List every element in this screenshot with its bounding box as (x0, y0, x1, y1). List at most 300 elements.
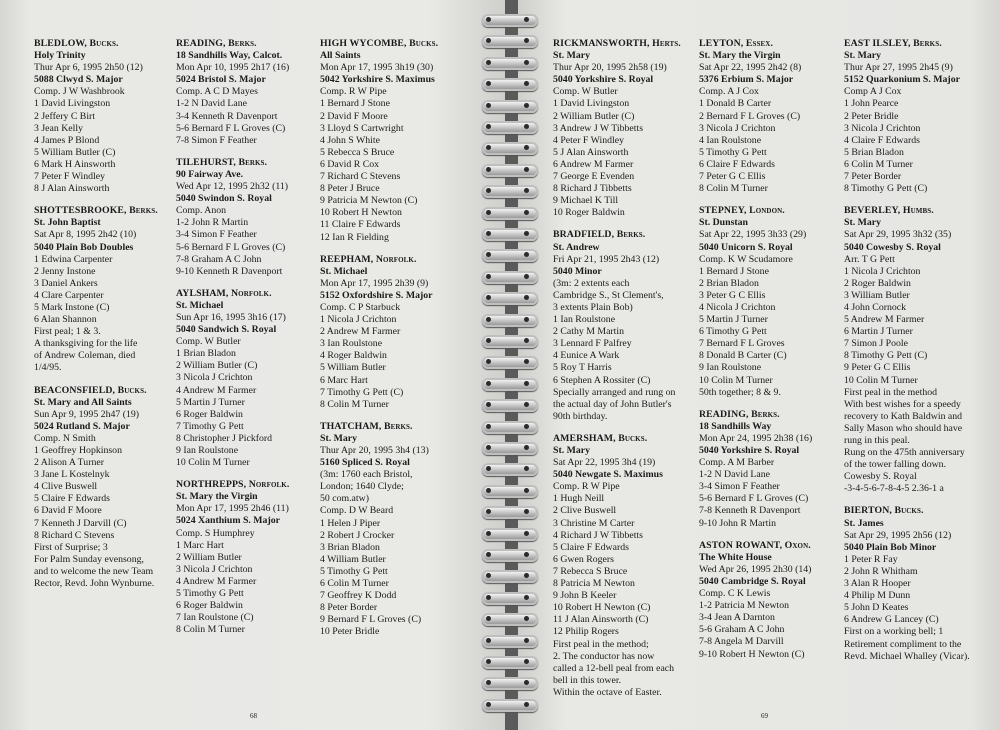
punch-hole (486, 552, 491, 557)
peal-heading: St. Mary (553, 445, 591, 456)
peal-heading: 5040 Plain Bob Minor (844, 541, 937, 553)
peal-heading: 5040 Yorkshire S. Royal (699, 445, 800, 456)
peal-line: 5 John D Keates (844, 602, 909, 614)
peal-line: Comp. K W Scudamore (699, 253, 793, 265)
peal-line: bell in this tower. (553, 674, 622, 686)
peal-heading: 5160 Spliced S. Royal (320, 457, 410, 469)
peal-line: 2 John R Whitham (844, 565, 918, 577)
peal-line: 10 Roger Baldwin (553, 207, 625, 219)
right-column-2 (699, 38, 839, 671)
peal-line: 10 Colin M Turner (844, 374, 918, 386)
peal-line: 7-8 Angela M Darvill (699, 636, 784, 648)
peal-line: 6 Roger Baldwin (176, 408, 243, 420)
peal-line: 5 Martin J Turner (176, 396, 245, 408)
right-column-1 (553, 38, 693, 709)
peal-entry (320, 421, 470, 639)
peal-line: Thur Apr 27, 1995 2h45 (9) (844, 62, 953, 74)
peal-heading: St. Mary (553, 50, 591, 62)
peal-entry (553, 229, 693, 423)
peal-entry (176, 479, 316, 636)
peal-line: Cowesby S. Royal (844, 471, 917, 483)
peal-line: 6 Colin M Turner (320, 578, 389, 590)
punch-hole (524, 231, 529, 236)
punch-hole (486, 103, 491, 108)
peal-heading: 5040 Minor (553, 265, 602, 277)
peal-line: Specially arranged and rung on (553, 386, 676, 398)
peal-line: 1 Brian Bladon (176, 348, 236, 360)
peal-heading: St. Mary (844, 217, 882, 229)
peal-heading: St. Mary (320, 432, 358, 444)
peal-line: 4 John Cornock (844, 301, 907, 313)
punch-hole (486, 317, 491, 322)
peal-line: Retirement compliment to the (844, 638, 962, 650)
peal-line: 3 Nicola J Crichton (844, 122, 921, 134)
peal-line: 6 Martin J Turner (844, 326, 913, 338)
peal-line: 8 Timothy G Pett (C) (844, 183, 928, 195)
peal-heading: 5024 Bristol S. Major (176, 74, 266, 86)
peal-entry (553, 433, 693, 699)
peal-location: TILEHURST, Berks. (176, 156, 268, 168)
peal-heading: 5024 Rutland S. Major (34, 420, 130, 432)
peal-line: Mon Apr 24, 1995 2h38 (16) (699, 432, 813, 444)
peal-line: 8 Timothy G Pett (C) (844, 350, 928, 362)
peal-line: 6 Andrew G Lancey (C) (844, 614, 939, 626)
peal-line: 4 Andrew M Farmer (176, 575, 257, 587)
punch-hole (524, 17, 529, 22)
peal-line: 5 Claire F Edwards (553, 541, 629, 553)
peal-line: 6 Mark H Ainsworth (34, 158, 116, 170)
peal-line: 5 J Alan Ainsworth (553, 146, 629, 158)
peal-line: 7 Peter Border (844, 171, 902, 183)
peal-line: Comp. A C D Mayes (176, 86, 258, 98)
peal-line: 8 Richard J Tibbetts (553, 183, 632, 195)
peal-line: Comp. S Humphrey (176, 527, 255, 539)
peal-entry (34, 38, 174, 195)
punch-hole (486, 531, 491, 536)
peal-entry (176, 288, 316, 469)
peal-location: RICKMANSWORTH, Herts. (553, 38, 681, 49)
peal-line: 4 Eunice A Wark (553, 350, 620, 362)
peal-line: Sun Apr 16, 1995 3h16 (17) (176, 311, 286, 323)
peal-line: 2 Cathy M Martin (553, 326, 625, 338)
peal-line: 7 Peter F Windley (34, 171, 105, 183)
peal-line: 11 Claire F Edwards (320, 219, 401, 231)
peal-line: 8 Colin M Turner (176, 624, 245, 636)
peal-line: Rung on the 475th anniversary (844, 447, 965, 459)
punch-hole (524, 702, 529, 707)
peal-line: 3 Nicola J Crichton (176, 372, 253, 384)
peal-line: 4 Philip M Dunn (844, 590, 911, 602)
peal-line: 5 Brian Bladon (844, 146, 904, 158)
punch-hole (486, 381, 491, 386)
left-column-3 (320, 38, 470, 649)
peal-heading: St. Michael (320, 265, 368, 277)
punch-hole (524, 445, 529, 450)
peal-location: HIGH WYCOMBE, Bucks. (320, 38, 439, 49)
peal-line: 5 Timothy G Pett (320, 565, 388, 577)
peal-line: 10 Peter Bridle (320, 626, 380, 638)
peal-heading: 5040 Sandwich S. Royal (176, 324, 277, 336)
peal-entry (699, 205, 839, 399)
peal-line: Comp. Anon (176, 205, 227, 217)
peal-line: 1 Peter R Fay (844, 553, 898, 565)
peal-line: 4 Nicola J Crichton (699, 301, 776, 313)
peal-line: 1 Ian Roulstone (553, 314, 616, 326)
peal-line: 3 Ian Roulstone (320, 338, 383, 350)
peal-line: 9 Peter G C Ellis (844, 362, 911, 374)
peal-line: 3-4 Jean A Darnton (699, 612, 775, 624)
peal-heading: 5040 Yorkshire S. Royal (553, 74, 654, 86)
left-column-1 (34, 38, 174, 600)
peal-line: Wed Apr 26, 1995 2h30 (14) (699, 563, 812, 575)
peal-line: 8 Patricia M Newton (553, 578, 635, 590)
peal-line: rung in this peal. (844, 435, 910, 446)
peal-location: AYLSHAM, Norfolk. (176, 287, 272, 299)
peal-line: 2 Peter Bridle (844, 110, 899, 122)
peal-line: 4 John S White (320, 134, 380, 146)
peal-line: 9 Patricia M Newton (C) (320, 195, 418, 207)
peal-line: 4 William Butler (320, 553, 386, 565)
peal-line: 3 Christine M Carter (553, 517, 635, 529)
peal-line: 1 Bernard J Stone (320, 98, 390, 110)
peal-line: 1 Marc Hart (176, 539, 224, 551)
peal-line: Cambridge S., St Clement's, (553, 289, 664, 301)
peal-line: 5 Andrew M Farmer (844, 314, 925, 326)
peal-line: 7 Ian Roulstone (C) (176, 612, 254, 624)
peal-line: 10 Robert H Newton (320, 207, 402, 219)
peal-line: 9-10 John R Martin (699, 517, 777, 529)
peal-heading: The White House (699, 551, 772, 563)
peal-line: 4 Clare Carpenter (34, 289, 104, 301)
peal-line: 7 Rebecca S Bruce (553, 565, 628, 577)
peal-heading: St. James (844, 517, 884, 529)
peal-line: Sat Apr 22, 1995 3h33 (29) (699, 229, 807, 241)
punch-hole (524, 338, 529, 343)
peal-line: Comp A J Cox (844, 86, 902, 98)
peal-line: Wed Apr 12, 1995 2h32 (11) (176, 181, 289, 193)
peal-line: 2 Alison A Turner (34, 457, 104, 469)
peal-line: London; 1640 Clyde; (320, 481, 404, 493)
peal-line: 1 Nicola J Crichton (320, 314, 397, 326)
peal-line: Mon Apr 17, 1995 3h19 (30) (320, 62, 434, 74)
peal-line: Comp. A M Barber (699, 457, 775, 469)
peal-line: Comp. W Butler (176, 336, 241, 348)
peal-line: 5 Timothy G Pett (176, 588, 244, 600)
peal-line: Mon Apr 17, 1995 2h46 (11) (176, 503, 289, 515)
peal-line: Within the octave of Easter. (553, 686, 662, 698)
peal-line: 7 Timothy G Pett (C) (320, 386, 404, 398)
punch-hole (524, 659, 529, 664)
peal-location: ASTON ROWANT, Oxon. (699, 539, 811, 551)
peal-line: Thur Apr 20, 1995 2h58 (19) (553, 62, 667, 74)
peal-line: 8 Christopher J Pickford (176, 432, 273, 444)
peal-line: 8 Peter J Bruce (320, 183, 380, 195)
peal-line: Comp. N Smith (34, 432, 96, 444)
peal-line: 1 David Livingston (553, 98, 630, 110)
peal-line: 4 Ian Roulstone (699, 134, 762, 146)
peal-location: EAST ILSLEY, Berks. (844, 38, 942, 49)
right-page-number: 69 (761, 712, 768, 720)
peal-location: THATCHAM, Berks. (320, 420, 413, 432)
peal-entry (34, 205, 174, 374)
peal-line: 3 Lennard F Palfrey (553, 338, 632, 350)
peal-line: 8 J Alan Ainsworth (34, 183, 110, 195)
peal-line: 1 David Livingston (34, 98, 111, 110)
peal-line: 7-8 Kenneth R Davenport (699, 505, 801, 517)
punch-hole (524, 317, 529, 322)
peal-line: 6 David F Moore (34, 505, 102, 517)
peal-line: 4 Clive Buswell (34, 481, 98, 493)
peal-line: Sat Apr 22, 1995 3h4 (19) (553, 457, 656, 469)
peal-heading: St. John Baptist (34, 217, 101, 229)
peal-location: READING, Berks. (699, 408, 780, 420)
punch-hole (486, 702, 491, 707)
peal-line: 7-8 Graham A C John (176, 253, 262, 265)
peal-line: 1 John Pearce (844, 98, 899, 110)
peal-line: 3-4 Simon F Feather (699, 481, 780, 493)
punch-hole (486, 124, 491, 129)
peal-line: 9 John B Keeler (553, 590, 617, 602)
peal-line: Sat Apr 22, 1995 2h42 (8) (699, 62, 802, 74)
peal-line: Thur Apr 20, 1995 3h4 (13) (320, 445, 429, 456)
peal-line: First peal; 1 & 3. (34, 326, 101, 338)
peal-line: 2 William Butler (C) (176, 360, 258, 372)
peal-line: 3 Daniel Ankers (34, 277, 98, 289)
peal-line: Rector, Revd. John Wynburne. (34, 578, 155, 590)
peal-line: the actual day of John Butler's (553, 398, 672, 410)
peal-line: 3 Alan R Hooper (844, 578, 911, 590)
peal-line: Sat Apr 29, 1995 3h32 (35) (844, 229, 952, 241)
peal-entry (176, 157, 316, 278)
peal-heading: 90 Fairway Ave. (176, 168, 244, 180)
punch-hole (524, 531, 529, 536)
punch-hole (486, 595, 491, 600)
peal-line: 3 Peter G C Ellis (699, 289, 766, 301)
peal-line: 2 Jenny Instone (34, 265, 96, 277)
peal-line: 2 Andrew M Farmer (320, 326, 401, 338)
peal-line: 8 Colin M Turner (699, 183, 768, 195)
peal-heading: St. Mary the Virgin (176, 491, 258, 503)
peal-line: 1 Helen J Piper (320, 517, 381, 529)
punch-hole (524, 124, 529, 129)
punch-hole (486, 17, 491, 22)
peal-line: 5 Mark Instone (C) (34, 301, 110, 313)
peal-line: 3-4 Kenneth R Davenport (176, 110, 278, 122)
peal-line: With best wishes for a speedy (844, 398, 961, 410)
peal-line: 7 Bernard F L Groves (699, 338, 785, 350)
peal-line: Revd. Michael Whalley (Vicar). (844, 650, 970, 662)
peal-line: 10 Robert H Newton (C) (553, 602, 651, 614)
peal-line: 2 Bernard F L Groves (C) (699, 110, 801, 122)
peal-location: READING, Berks. (176, 38, 257, 49)
peal-line: Arr. T G Pett (844, 253, 895, 265)
peal-heading: 5040 Cowesby S. Royal (844, 241, 941, 253)
peal-line: 4 Andrew M Farmer (176, 384, 257, 396)
punch-hole (524, 381, 529, 386)
peal-location: BEVERLEY, Humbs. (844, 205, 934, 217)
peal-location: BIERTON, Bucks. (844, 505, 924, 517)
peal-line: 4 Richard J W Tibbetts (553, 529, 643, 541)
peal-line: recovery to Kath Baldwin and (844, 410, 963, 422)
peal-location: AMERSHAM, Bucks. (553, 432, 648, 444)
punch-hole (524, 552, 529, 557)
peal-line: 9 Bernard F L Groves (C) (320, 614, 422, 626)
peal-line: Mon Apr 10, 1995 2h17 (16) (176, 62, 290, 74)
peal-line: 4 Peter F Windley (553, 134, 624, 146)
peal-line: 10 Colin M Turner (699, 374, 773, 386)
peal-location: STEPNEY, London. (699, 205, 785, 217)
peal-heading: 5152 Quarkonium S. Major (844, 74, 960, 86)
punch-hole (524, 210, 529, 215)
peal-line: 7 Timothy G Pett (176, 420, 244, 432)
punch-hole (486, 659, 491, 664)
peal-line: 11 J Alan Ainsworth (C) (553, 614, 649, 626)
peal-line: 3 Jean Kelly (34, 122, 83, 134)
peal-line: called a 12-bell peal from each (553, 662, 675, 674)
peal-line: 2 Roger Baldwin (844, 277, 911, 289)
peal-location: REEPHAM, Norfolk. (320, 253, 417, 265)
peal-entry (176, 38, 316, 147)
peal-line: 6 Claire F Edwards (699, 158, 775, 170)
peal-entry (844, 38, 994, 195)
peal-line: 3 William Butler (844, 289, 910, 301)
punch-hole (524, 103, 529, 108)
peal-line: For Palm Sunday evensong, (34, 553, 144, 565)
peal-line: 1/4/95. (34, 362, 62, 374)
peal-line: 6 Roger Baldwin (176, 600, 243, 612)
peal-line: 2 Clive Buswell (553, 505, 617, 517)
peal-line: 3 Lloyd S Cartwright (320, 122, 404, 134)
peal-entry (320, 38, 470, 244)
peal-line: 6 Alan Shannon (34, 314, 97, 326)
peal-heading: St. Andrew (553, 241, 600, 253)
peal-line: 4 Roger Baldwin (320, 350, 387, 362)
peal-line: 1 Bernard J Stone (699, 265, 769, 277)
peal-line: 10 Colin M Turner (176, 457, 250, 469)
peal-heading: 5040 Newgate S. Maximus (553, 469, 663, 481)
peal-heading: St. Michael (176, 299, 224, 311)
peal-entry (34, 385, 174, 591)
peal-heading: All Saints (320, 50, 361, 62)
punch-hole (524, 488, 529, 493)
peal-line: Comp. W Butler (553, 86, 618, 98)
left-page-number: 68 (250, 712, 257, 720)
peal-heading: 5042 Yorkshire S. Maximus (320, 74, 435, 86)
peal-heading: 5152 Oxfordshire S. Major (320, 289, 433, 301)
peal-line: 6 Timothy G Pett (699, 326, 767, 338)
peal-heading: 5376 Erbium S. Major (699, 74, 794, 86)
peal-line: 6 David R Cox (320, 158, 380, 170)
peal-line: of Andrew Coleman, died (34, 350, 136, 362)
punch-hole (486, 274, 491, 279)
punch-hole (486, 210, 491, 215)
peal-line: 6 Andrew M Farmer (553, 158, 634, 170)
peal-line: 7 Peter G C Ellis (699, 171, 766, 183)
peal-line: Comp. C P Starbuck (320, 301, 401, 313)
peal-line: and to welcome the new Team (34, 565, 154, 577)
peal-line: 3 Andrew J W Tibbetts (553, 122, 644, 134)
left-column-2 (176, 38, 316, 646)
peal-line: (3m: 1760 each Bristol, (320, 469, 413, 481)
peal-line: 7 George E Evenden (553, 171, 635, 183)
peal-line: 12 Ian R Fielding (320, 231, 389, 243)
peal-line: Mon Apr 17, 1995 2h39 (9) (320, 277, 429, 289)
peal-heading: St. Mary (844, 50, 882, 62)
peal-line: Comp. A J Cox (699, 86, 759, 98)
peal-line: 5 Roy T Harris (553, 362, 612, 374)
peal-line: 3 extents Plain Bob) (553, 301, 633, 313)
peal-heading: St. Mary the Virgin (699, 50, 781, 62)
peal-line: 3 Nicola J Crichton (176, 563, 253, 575)
peal-line: 9-10 Robert H Newton (C) (699, 648, 805, 660)
peal-line: Sally Mason who should have (844, 422, 963, 434)
peal-line: 4 James P Blond (34, 134, 100, 146)
peal-line: 90th birthday. (553, 410, 608, 422)
punch-hole (524, 595, 529, 600)
peal-entry (699, 540, 839, 661)
peal-heading: 5040 Plain Bob Doubles (34, 241, 134, 253)
peal-heading: 5024 Xanthium S. Major (176, 515, 280, 527)
peal-line: First of Surprise; 3 (34, 541, 108, 553)
punch-hole (524, 274, 529, 279)
punch-hole (524, 638, 529, 643)
peal-line: 5 Claire F Edwards (34, 493, 110, 505)
peal-heading: 5040 Cambridge S. Royal (699, 575, 806, 587)
peal-line: 6 Gwen Rogers (553, 553, 614, 565)
punch-hole (524, 167, 529, 172)
peal-line: 5-6 Bernard F L Groves (C) (176, 122, 286, 134)
peal-line: Comp. C K Lewis (699, 588, 771, 600)
peal-line: 7 Geoffrey K Dodd (320, 590, 397, 602)
peal-line: 5 Timothy G Pett (699, 146, 767, 158)
punch-hole (486, 638, 491, 643)
peal-line: 8 Richard C Stevens (34, 529, 115, 541)
peal-entry (699, 38, 839, 195)
right-column-3 (844, 38, 994, 673)
peal-line: 7 Richard C Stevens (320, 171, 401, 183)
peal-line: 2 William Butler (C) (553, 110, 635, 122)
peal-line: Sat Apr 8, 1995 2h42 (10) (34, 229, 137, 241)
peal-heading: St. Dunstan (699, 217, 749, 229)
peal-entry (844, 505, 994, 662)
peal-line: Fri Apr 21, 1995 2h43 (12) (553, 253, 660, 265)
peal-line: 3 Nicola J Crichton (699, 122, 776, 134)
peal-heading: 5088 Clwyd S. Major (34, 74, 123, 86)
peal-line: 5 William Butler (320, 362, 386, 374)
punch-hole (486, 488, 491, 493)
peal-line: 7 Simon J Poole (844, 338, 908, 350)
right-page (518, 0, 1000, 730)
peal-heading: 5040 Unicorn S. Royal (699, 241, 793, 253)
peal-line: 8 Donald B Carter (C) (699, 350, 787, 362)
peal-line: 12 Philip Rogers (553, 626, 619, 638)
peal-line: 8 Peter Border (320, 602, 378, 614)
peal-line: 6 Marc Hart (320, 374, 368, 386)
peal-entry (844, 205, 994, 495)
peal-line: 5-6 Bernard F L Groves (C) (699, 493, 809, 505)
punch-hole (486, 338, 491, 343)
punch-hole (524, 424, 529, 429)
peal-line: 5 Martin J Turner (699, 314, 768, 326)
punch-hole (524, 60, 529, 65)
peal-entry (320, 254, 470, 411)
peal-line: 2 David F Moore (320, 110, 388, 122)
peal-line: 1 Hugh Neill (553, 493, 605, 505)
peal-location: BEACONSFIELD, Bucks. (34, 384, 147, 396)
peal-line: 1-2 N David Lane (176, 98, 248, 110)
punch-hole (486, 424, 491, 429)
peal-line: 7-8 Simon F Feather (176, 134, 257, 146)
